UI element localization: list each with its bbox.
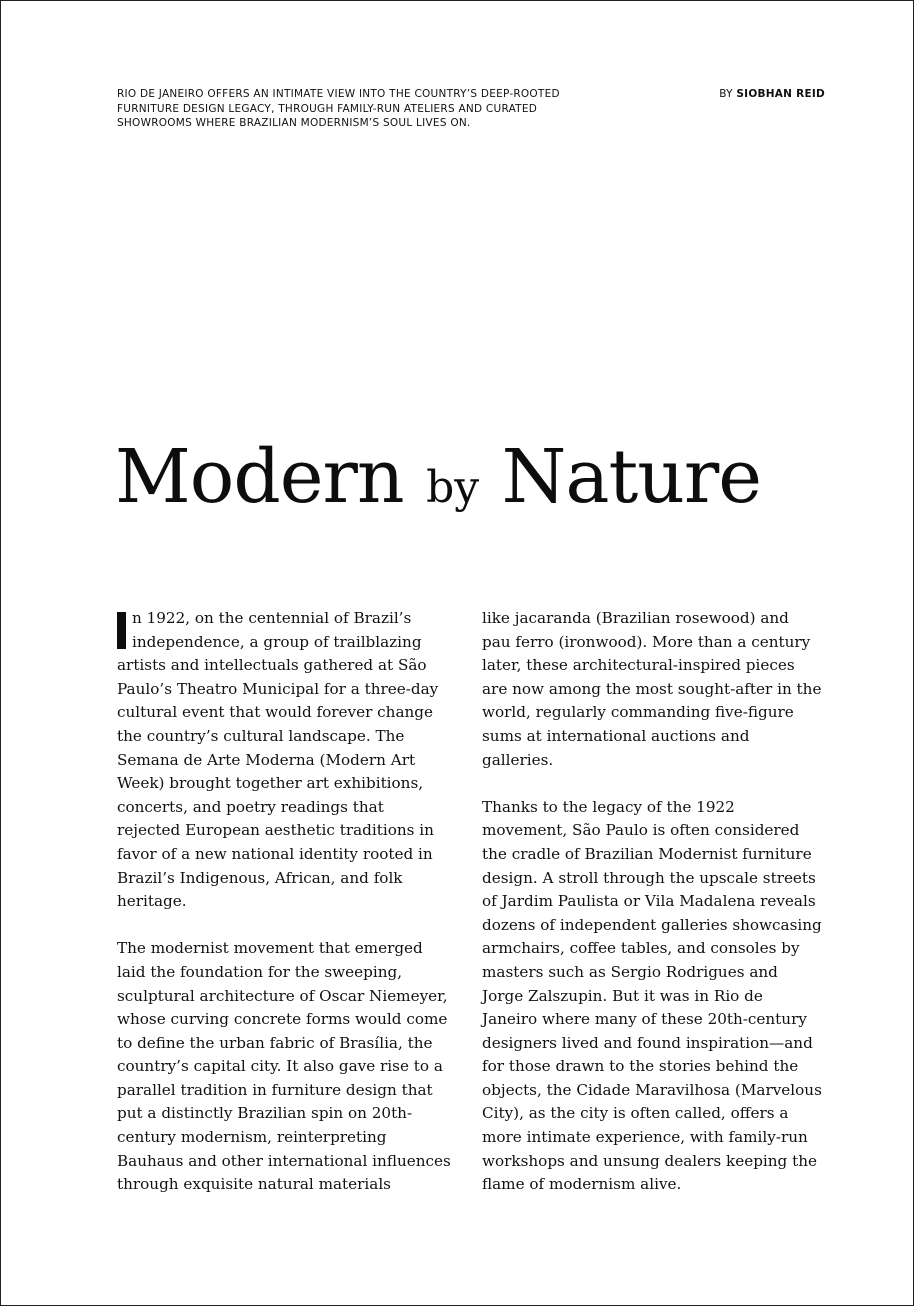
article-paragraph: The modernist movement that emerged laid the foundation for the sweeping, sculptural architecture of Oscar Niemeyer, whose curving concrete forms would come to define the urban fabric of Brasília, the country’s capital city. It also gave rise to a parallel tradition in furniture design that put a distinctly Brazilian spin on 20th-century modernism, reinterpreting Bauhaus and other international influences through exquisite natural materials: [117, 939, 451, 1194]
headline-word-modern: Modern: [115, 434, 404, 520]
article-paragraph: Thanks to the legacy of the 1922 movement, São Paulo is often considered the cradle of Brazilian Modernist furniture design. A stroll through the upscale streets of Jardim Paulista or Vila Madalena reveals dozens of independent galleries showcasing armchairs, coffee tables, and consoles by masters such as Sergio Rodrigues and Jorge Zalszupin. But it was in Rio de Janeiro where many of these 20th-century designers lived and found inspiration—and for those drawn to the stories behind the objects, the Cidade Maravilhosa (Marvelous City), as the city is often called, offers a more intimate experience, with family-run workshops and unsung dealers keeping the flame of modernism alive.: [482, 797, 822, 1194]
article-column-left: [117, 607, 451, 1197]
drop-cap: [117, 612, 126, 649]
headline-word-by: by: [426, 462, 480, 513]
headline-word-nature: Nature: [501, 434, 762, 520]
paragraph-text: n 1922, on the centennial of Brazil’s independence, a group of trailblazing artists and intellectuals gathered at São Paulo’s Theatro Municipal for a three-day cultural event that would forever change the country’s cultural landscape. The Semana de Arte Moderna (Modern Art Week) brought together art exhibitions, concerts, and poetry readings that rejected European aesthetic traditions in favor of a new national identity rooted in Brazil’s Indigenous, African, and folk heritage.: [117, 609, 439, 911]
article-deck: RIO DE JANEIRO OFFERS AN INTIMATE VIEW INTO THE COUNTRY’S DEEP-ROOTED FURNITURE DESIGN LEGACY, THROUGH FAMILY-RUN ATELIERS AND CURATED SHOWROOMS WHERE BRAZILIAN MODERNISM’S SOUL LIVES ON.: [117, 88, 560, 129]
article-paragraph: like jacaranda (Brazilian rosewood) and pau ferro (ironwood). More than a century later, these architectural-inspired pieces are now among the most sought-after in the world, regularly commanding five-figure sums at international auctions and galleries.: [482, 609, 822, 769]
byline-author: SIOBHAN REID: [736, 88, 825, 100]
article-headline: [115, 431, 875, 534]
article-column-right: [482, 607, 822, 1197]
byline: [701, 87, 825, 102]
byline-prefix: BY: [719, 88, 733, 100]
article-paragraph: [117, 607, 451, 914]
